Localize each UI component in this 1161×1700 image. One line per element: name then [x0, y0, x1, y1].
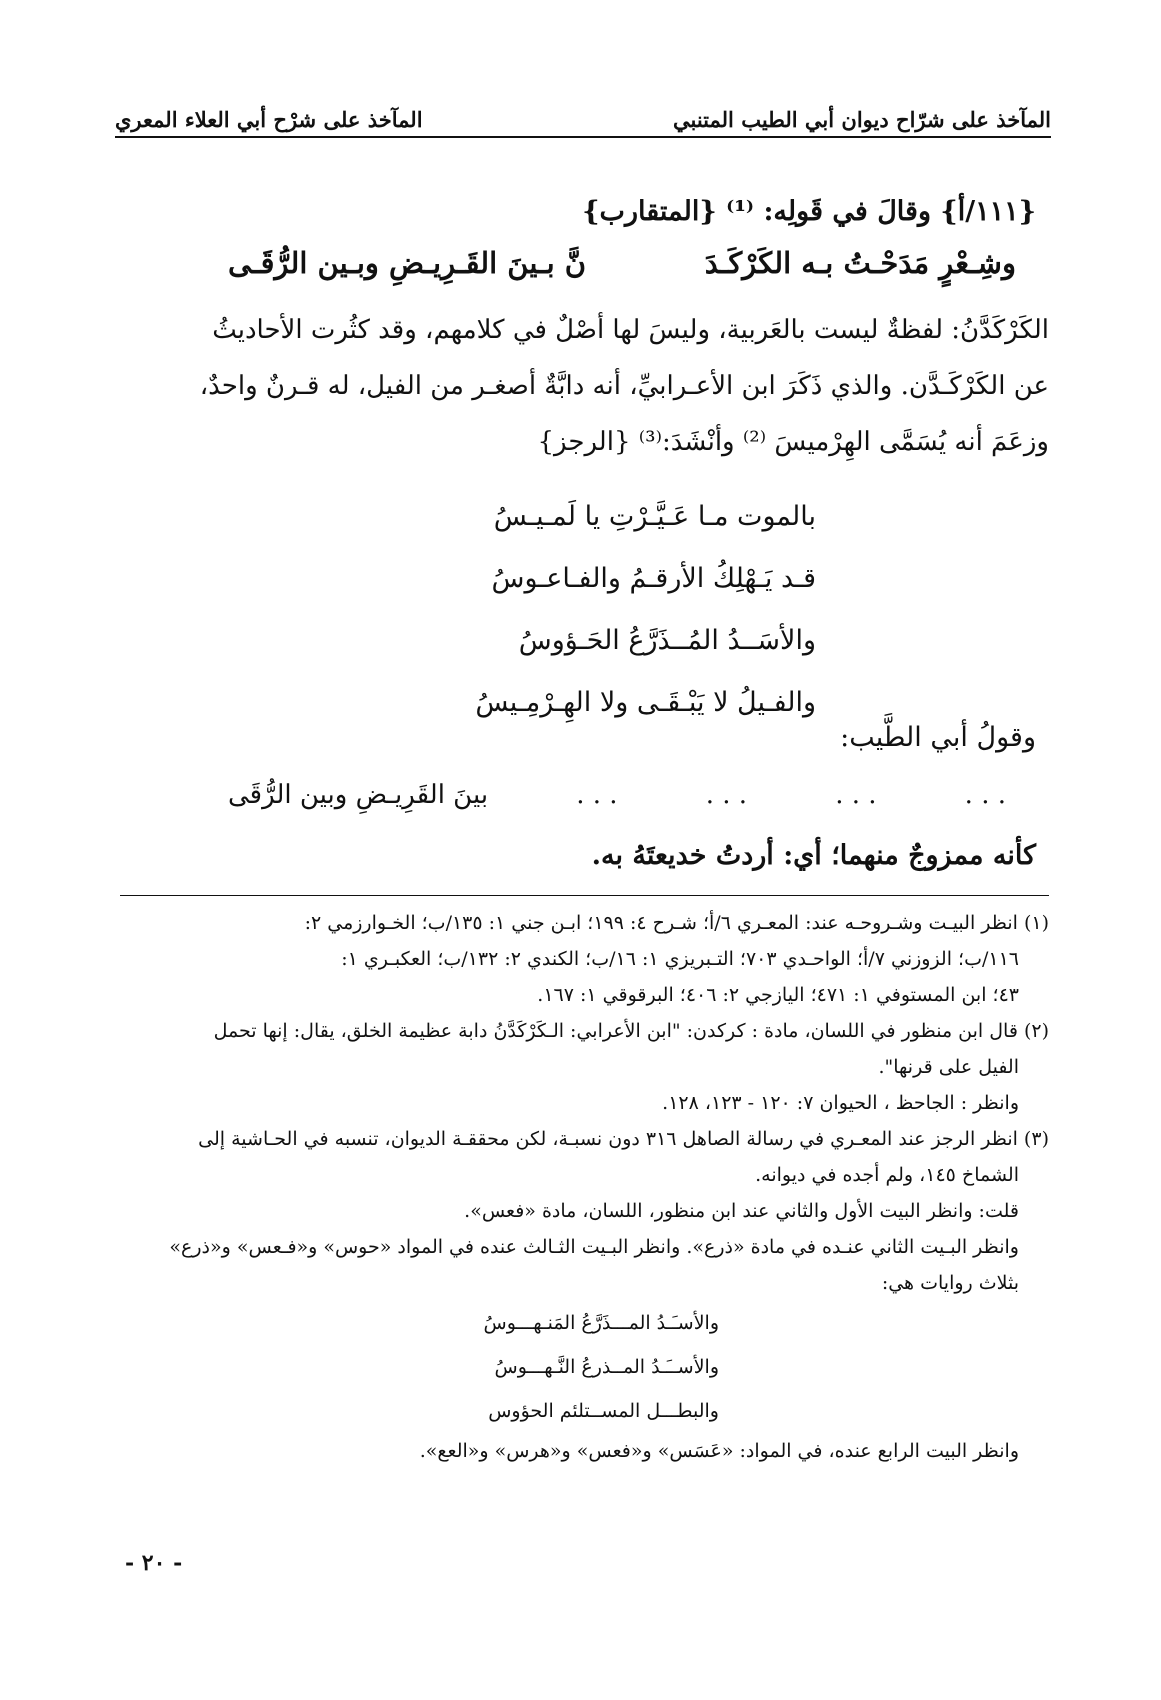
footnote-line: الفيل على قرنها".	[878, 1056, 1019, 1078]
paragraph-line: وزعَمَ أنه يُسَمَّى الهِرْميسَ ⁽²⁾ وأنْشَدَ:⁽³⁾ {الرجز}	[537, 427, 1049, 457]
elided-verse	[228, 780, 1006, 810]
rajaz-line: والأسَــدُ المُــذَرَّعُ الحَـؤوسُ	[518, 625, 816, 656]
rajaz-line: والفـيلُ لا يَبْـقَـى ولا الهِـرْمِـيسُ	[475, 687, 816, 718]
rajaz-poem	[296, 486, 816, 734]
footnote-line: وانظر : الجاحظ ، الحيوان ٧: ١٢٠ - ١٢٣، ١٢٨.	[662, 1092, 1019, 1114]
header-section-title: المآخذ على شرْح أبي العلاء المعري	[115, 107, 423, 132]
footnote-line: (٣) انظر الرجز عند المعـري في رسالة الصاهل ٣١٦ دون نسبـة، لكن محققـة الديوان، تنسبه في الحـاشية إلى	[198, 1128, 1049, 1150]
footnote-line: وانظر البيت الرابع عنده، في المواد: «عَسَس» و«فعس» و«هرس» و«العع».	[419, 1440, 1019, 1462]
footnote-divider	[120, 895, 1049, 896]
footnote-verse: والأســَـدُ المــذرعُ النَّـهـــوسُ	[494, 1356, 719, 1378]
paragraph-line: الكَرْكَدَّنُ: لفظةٌ ليست بالعَربية، وليسَ لها أصْلٌ في كلامهم، وقد كثُرت الأحاديثُ	[212, 315, 1049, 345]
footnote-line: قلت: وانظر البيت الأول والثاني عند ابن منظور، اللسان، مادة «فعس».	[464, 1200, 1019, 1222]
verse-first-hemistich: وشِـعْرٍ مَدَحْـتُ بـه الكَرْكَـدَ	[704, 246, 1016, 280]
running-header	[115, 92, 1051, 132]
footnote-line: (١) انظر البيـت وشـروحـه عند: المعـري ٦/أ؛ شـرح ٤: ١٩٩؛ ابـن جني ١: ١٣٥/ب؛ الخـوارزمي ٢:	[304, 912, 1049, 934]
footnote-line: بثلاث روايات هي:	[881, 1272, 1019, 1294]
footnote-line: ٤٣؛ ابن المستوفي ١: ٤٧١؛ اليازجي ٢: ٤٠٦؛ البرقوقي ١: ١٦٧.	[537, 984, 1019, 1006]
header-divider	[115, 136, 1051, 138]
ellipsis: . . .	[964, 780, 1006, 810]
footnote-line: (٢) قال ابن منظور في اللسان، مادة : كركدن: "ابن الأعرابي: الـكَرْكَدَّنُ دابة عظيمة الخلق، يقال: إنها تحمل	[213, 1020, 1049, 1042]
footnotes	[120, 905, 1049, 1469]
main-verse	[228, 246, 1016, 280]
ellipsis: . . .	[705, 780, 748, 810]
rajaz-line: قـد يَـهْلِكُ الأرقـمُ والفـاعـوسُ	[491, 563, 816, 594]
ellipsis: . . .	[576, 780, 618, 810]
intro-line: {١١١/أ} وقالَ في قَولِه: ⁽¹⁾ {المتقارب}	[582, 196, 1036, 227]
verse-second-hemistich: نَّ بـينَ القَـرِيـضِ وبـين الرُّقَـى	[228, 246, 587, 280]
verse-fragment: بينَ القَرِيـضِ وبين الرُّقَى	[228, 780, 489, 810]
qawl-line: وقولُ أبي الطَّيب:	[840, 722, 1036, 753]
footnote-line: الشماخ ١٤٥، ولم أجده في ديوانه.	[755, 1164, 1019, 1186]
explanation-line: كأنه ممزوجٌ منهما؛ أي: أردتُ خديعتَهُ به.	[591, 840, 1036, 871]
rajaz-line: بالموت مـا عَـيَّـرْتِ يا لَمـيـسُ	[493, 501, 816, 532]
paragraph-line: عن الكَرْكَـدَّن. والذي ذَكَرَ ابن الأعـرابيِّ، أنه دابَّةٌ أصغـر من الفيل، له قـرنٌ واحدٌ،	[199, 371, 1049, 401]
footnote-line: ١١٦/ب؛ الزوزني ٧/أ؛ الواحـدي ٧٠٣؛ التـبريزي ١: ١٦/ب؛ الكندي ٢: ١٣٢/ب؛ العكبـري ١:	[341, 948, 1019, 970]
footnote-verse: والبطـــل المســتلئم الحؤوس	[488, 1400, 719, 1422]
footnote-line: وانظر البـيت الثاني عنـده في مادة «ذرع». وانظر البـيت الثـالث عنده في المواد «حوس» و«فـعس» و«ذرع»	[169, 1236, 1019, 1258]
commentary-paragraph	[120, 302, 1049, 470]
footnote-verse: والأسـَـدُ المـــذَرَّعُ المَنـهـــوسُ	[483, 1312, 719, 1334]
ellipsis: . . .	[835, 780, 877, 810]
header-book-title: المآخذ على شرّاح ديوان أبي الطيب المتنبي	[673, 107, 1051, 132]
page-number: - ٢٠ -	[125, 1550, 183, 1576]
